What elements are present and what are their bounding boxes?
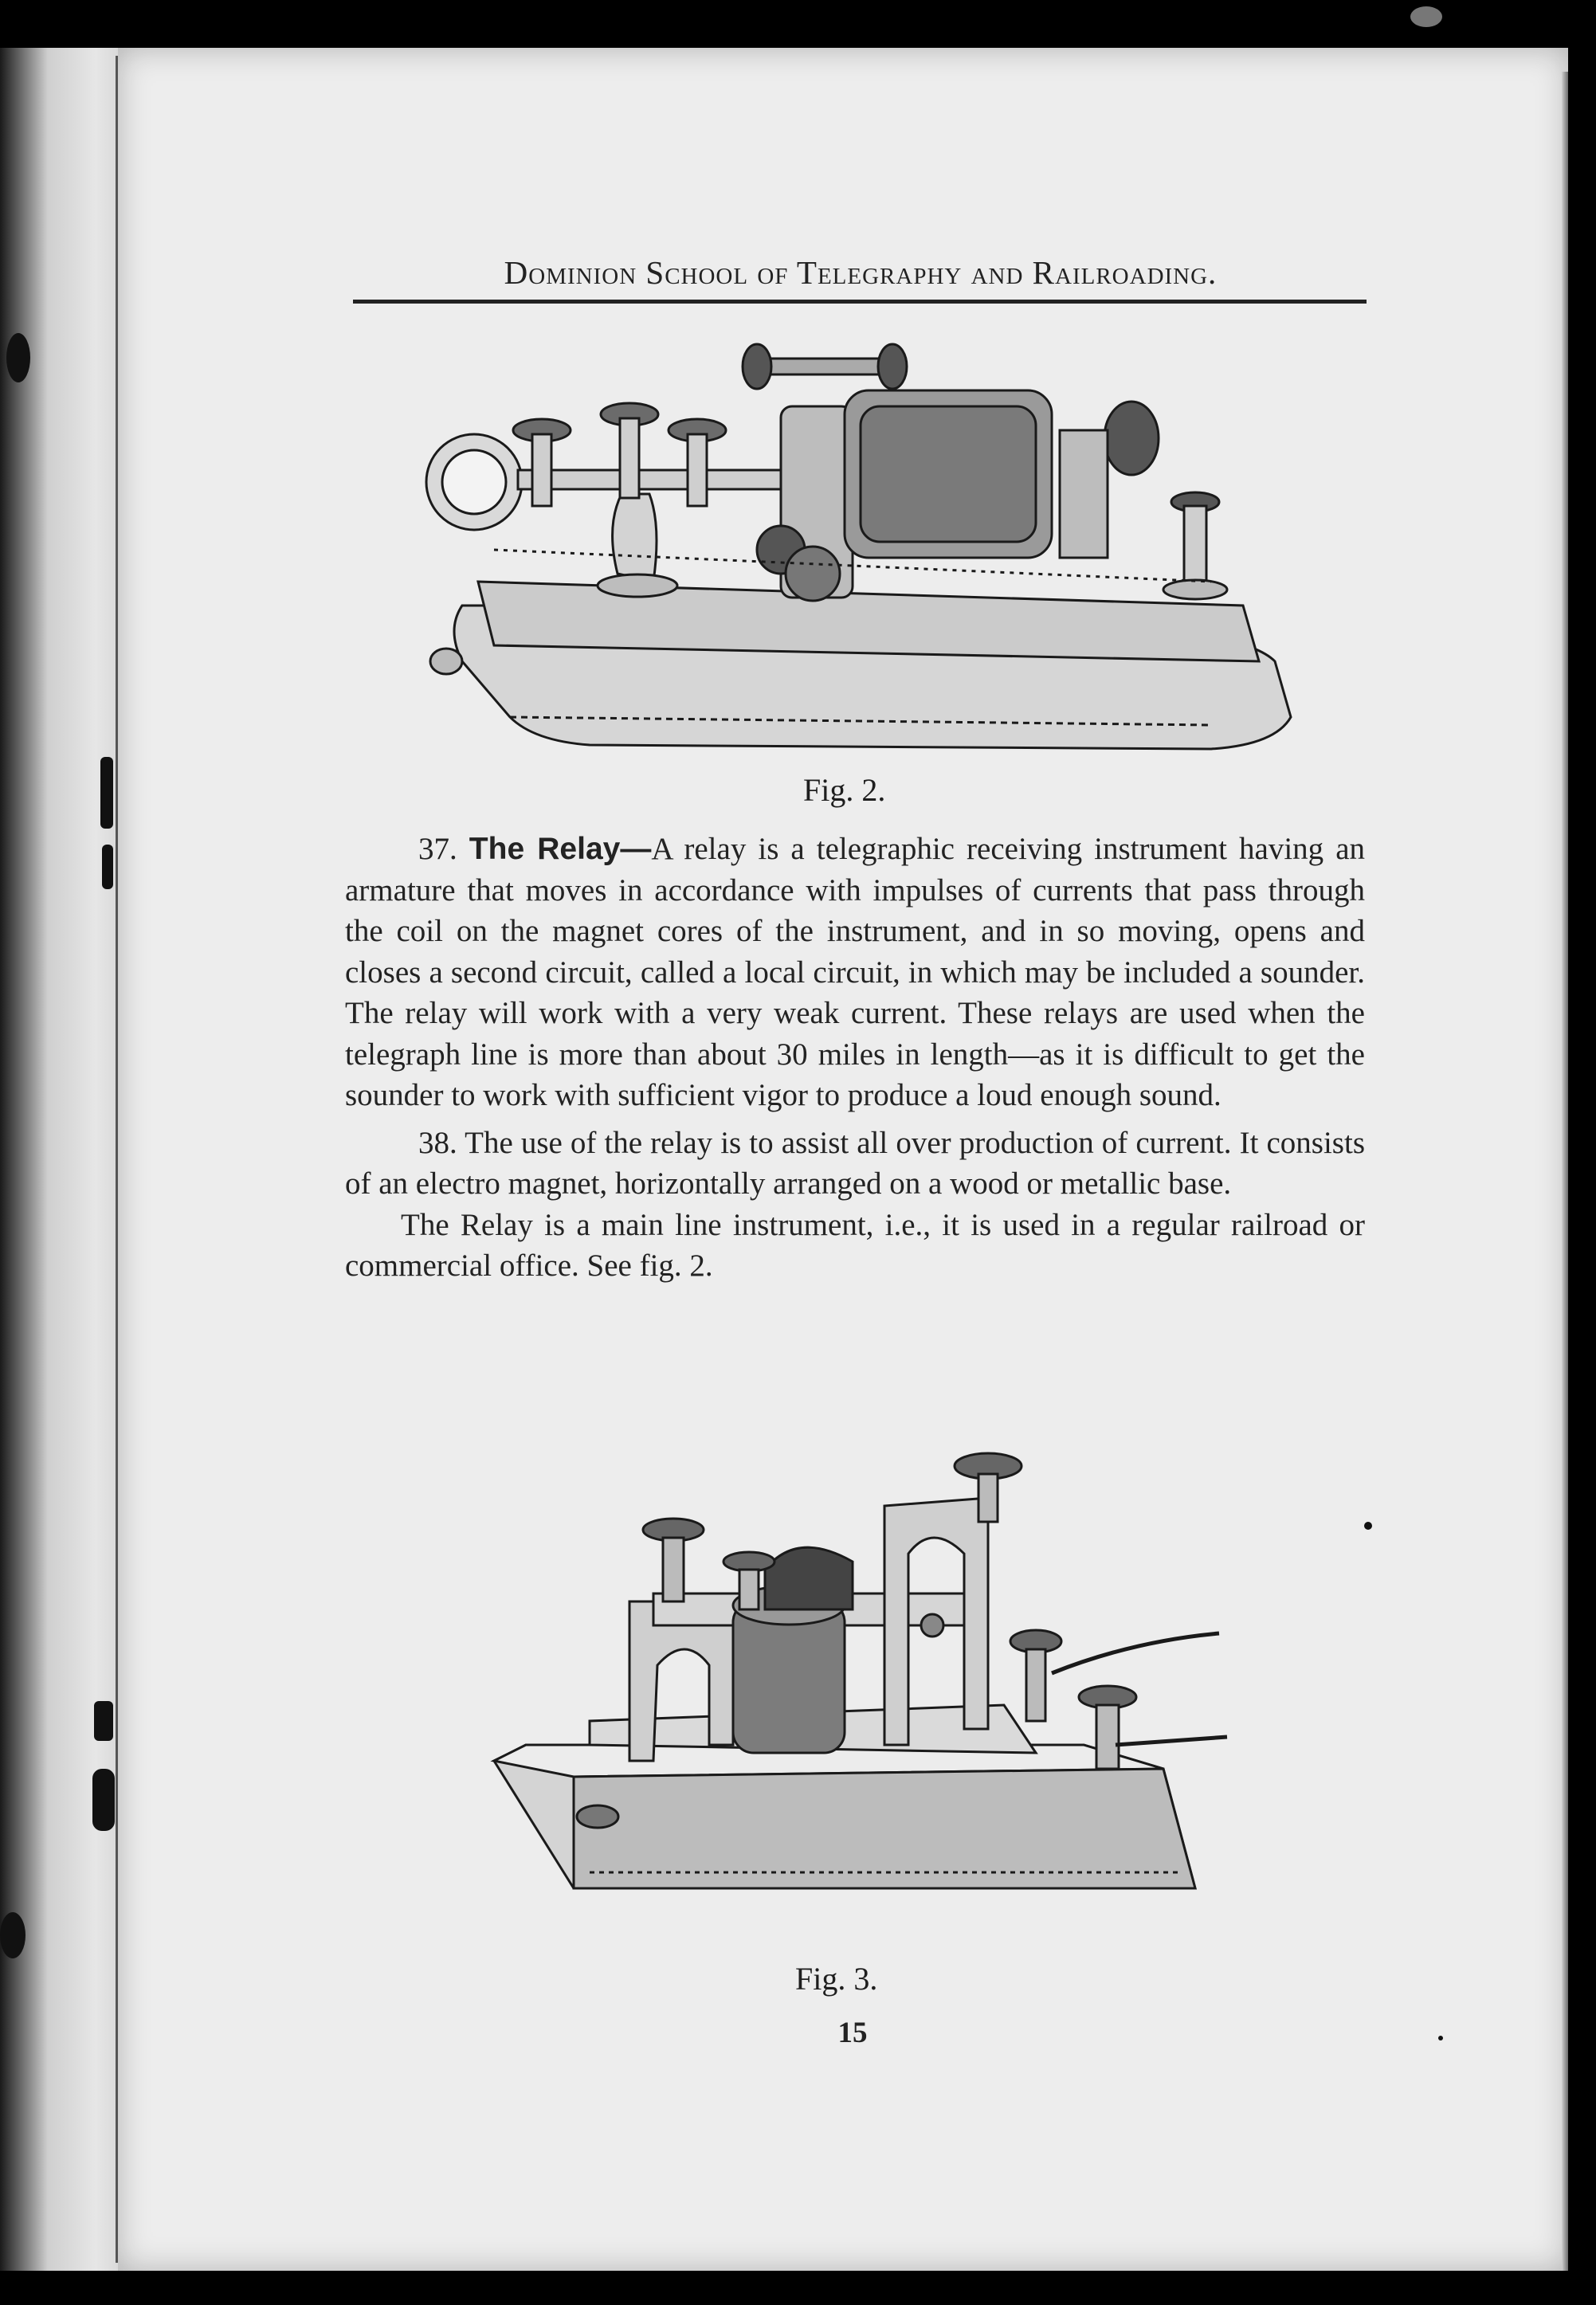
paragraph-38 <box>345 1123 1365 1205</box>
ink-smudge-mark <box>1410 6 1442 27</box>
speck-mark <box>1364 1522 1372 1530</box>
binding-hole-mark <box>0 1912 25 1958</box>
paragraph-number: 38. <box>418 1125 457 1160</box>
paragraph-relay-note <box>345 1205 1365 1287</box>
sounder-engraving <box>414 343 1307 765</box>
speck-mark <box>1438 2036 1443 2040</box>
figure-2-sounder-illustration <box>414 343 1307 765</box>
paragraph-37 <box>345 829 1365 1116</box>
paragraph-text: The Relay is a main line instrument, i.e., it is used in a regular railroad or commercial office. See fig. 2. <box>345 1207 1365 1283</box>
page-right-edge <box>1562 72 1568 2271</box>
ink-smudge-mark <box>92 1769 115 1831</box>
page-number: 15 <box>837 2017 868 2049</box>
ink-smudge-mark <box>94 1701 113 1741</box>
body-text <box>345 829 1365 1287</box>
running-head: Dominion School of Telegraphy and Railroading. <box>504 254 1218 291</box>
figure-3-caption: Fig. 3. <box>795 1961 878 1997</box>
relay-engraving <box>478 1442 1235 1936</box>
header-rule <box>353 300 1367 304</box>
ink-smudge-mark <box>102 845 113 889</box>
binding-hole-mark <box>6 333 30 382</box>
paragraph-term: The Relay— <box>469 832 652 866</box>
figure-3-relay-illustration <box>478 1442 1235 1936</box>
figure-2-caption: Fig. 2. <box>803 772 886 808</box>
paragraph-text: A relay is a telegraphic receiving instrument having an armature that moves in accordance with impulses of currents that pass through the coil on the magnet cores of the instrument, and in so moving, opens and closes a second circuit, called a local circuit, in which may be included a sounder. The relay will work with a very weak current. These relays are used when the telegraph line is more than about 30 miles in length—as it is difficult to get the sounder to work with sufficient vigor to produce a loud enough sound. <box>345 832 1366 1112</box>
paragraph-text: The use of the relay is to assist all over production of current. It consists of an electro magnet, horizontally arranged on a wood or metallic base. <box>345 1125 1365 1201</box>
paragraph-number: 37. <box>418 832 457 866</box>
ink-smudge-mark <box>100 757 113 829</box>
